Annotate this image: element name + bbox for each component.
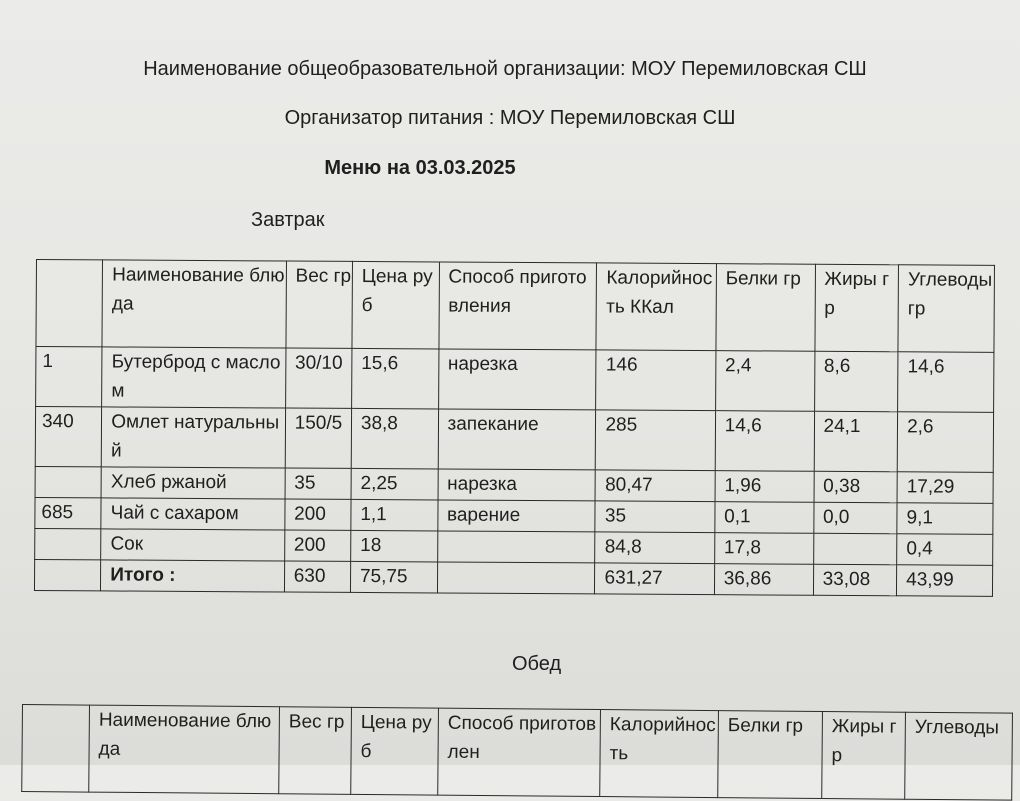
lunch-header-name: Наименование блюда xyxy=(89,705,280,794)
header-price: Цена руб xyxy=(352,261,439,349)
row-proteins: 14,6 xyxy=(715,411,814,472)
row-proteins: 2,4 xyxy=(715,351,814,412)
header-carbs: Углеводы гр xyxy=(898,265,994,353)
total-proteins: 36,86 xyxy=(714,564,813,596)
row-proteins: 1,96 xyxy=(715,471,814,503)
row-weight: 35 xyxy=(285,468,351,499)
row-calories: 80,47 xyxy=(596,470,715,502)
organization-line: Наименование общеобразовательной организации: МОУ Перемиловская СШ xyxy=(143,58,867,80)
total-method xyxy=(437,562,595,594)
total-calories: 631,27 xyxy=(595,563,714,595)
row-weight: 150/5 xyxy=(285,408,352,468)
row-calories: 84,8 xyxy=(595,532,714,564)
lunch-header-weight: Вес гр xyxy=(279,707,352,795)
row-calories: 35 xyxy=(595,501,714,533)
row-price: 2,25 xyxy=(351,468,438,500)
total-price: 75,75 xyxy=(350,561,437,593)
row-weight: 30/10 xyxy=(285,348,352,408)
header-code xyxy=(36,260,103,347)
header-name: Наименование блюда xyxy=(102,260,286,348)
breakfast-table xyxy=(34,259,995,597)
row-price: 1,1 xyxy=(351,499,438,531)
row-weight: 200 xyxy=(284,530,350,561)
row-carbs: 17,29 xyxy=(897,472,993,504)
row-weight: 200 xyxy=(285,499,351,530)
row-calories: 285 xyxy=(596,410,716,471)
row-carbs: 0,4 xyxy=(897,534,993,566)
lunch-header-fats: Жиры гр xyxy=(822,711,906,799)
row-name: Чай с сахаром xyxy=(101,498,285,530)
row-method: запекание xyxy=(438,409,596,470)
lunch-header-calories: Калорийность xyxy=(600,710,719,798)
lunch-header-price: Цена руб xyxy=(351,707,439,795)
header-weight: Вес гр xyxy=(286,261,353,348)
total-row xyxy=(34,559,992,596)
lunch-header-method: Способ приготовлен xyxy=(438,708,601,796)
caterer-line: Организатор питания : МОУ Перемиловская СШ xyxy=(284,107,736,129)
row-carbs: 9,1 xyxy=(897,503,993,535)
table-header-row xyxy=(36,260,995,353)
header-method: Способ приготовления xyxy=(438,262,596,350)
row-code: 685 xyxy=(35,497,101,528)
table-row xyxy=(36,347,994,413)
header-proteins: Белки гр xyxy=(716,264,815,352)
row-code: 340 xyxy=(35,407,102,467)
row-fats: 0,0 xyxy=(813,502,897,534)
total-label: Итого : xyxy=(101,560,285,592)
row-proteins: 17,8 xyxy=(714,533,813,565)
lunch-table xyxy=(21,704,1013,801)
row-name: Бутерброд с маслом xyxy=(102,347,286,408)
header-fats: Жиры гр xyxy=(815,264,899,352)
lunch-header-code xyxy=(22,705,90,793)
header-calories: Калорийность ККал xyxy=(596,263,716,351)
row-name: Омлет натуральный xyxy=(101,407,285,468)
row-price: 15,6 xyxy=(351,348,438,409)
row-fats xyxy=(813,533,897,565)
row-code xyxy=(35,528,101,559)
row-method: нарезка xyxy=(438,349,596,410)
row-price: 18 xyxy=(351,530,438,562)
lunch-header-carbs: Углеводы xyxy=(905,712,1013,800)
total-code xyxy=(34,559,100,590)
row-calories: 146 xyxy=(596,350,716,411)
row-carbs: 2,6 xyxy=(897,412,993,473)
lunch-header-row xyxy=(22,705,1013,801)
menu-date-title: Меню на 03.03.2025 xyxy=(324,157,516,179)
row-name: Хлеб ржаной xyxy=(101,467,285,499)
table-row xyxy=(35,407,993,473)
lunch-header-proteins: Белки гр xyxy=(718,711,823,799)
lunch-title: Обед xyxy=(512,653,562,675)
row-method xyxy=(437,531,595,563)
total-carbs: 43,99 xyxy=(897,565,993,597)
row-method: варение xyxy=(437,500,595,532)
row-carbs: 14,6 xyxy=(898,352,994,413)
row-fats: 8,6 xyxy=(814,351,898,412)
total-fats: 33,08 xyxy=(813,564,897,596)
row-code: 1 xyxy=(36,347,103,407)
row-method: нарезка xyxy=(438,469,596,501)
breakfast-title: Завтрак xyxy=(251,209,325,231)
row-name: Сок xyxy=(101,529,285,561)
row-proteins: 0,1 xyxy=(715,502,814,534)
row-code xyxy=(35,466,101,497)
total-weight: 630 xyxy=(284,561,350,592)
row-fats: 0,38 xyxy=(814,471,898,503)
row-price: 38,8 xyxy=(351,408,438,469)
row-fats: 24,1 xyxy=(814,411,898,472)
